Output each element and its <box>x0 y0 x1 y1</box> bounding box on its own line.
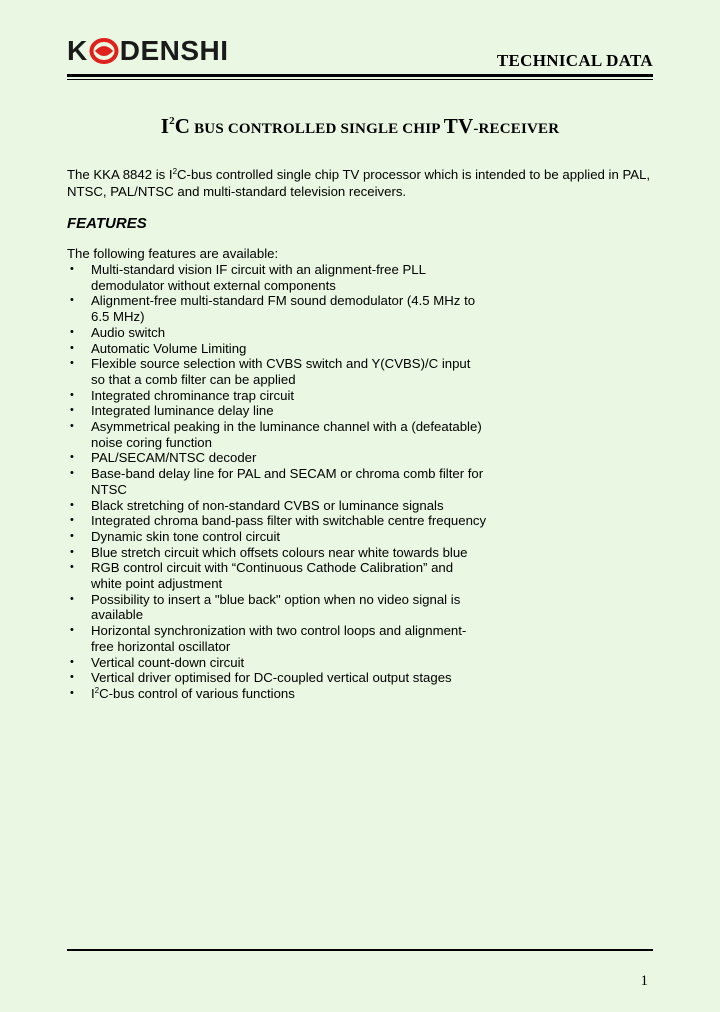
list-item: • Audio switch <box>67 325 487 341</box>
title-tv: TV <box>443 114 474 138</box>
footer-divider <box>67 949 653 951</box>
features-list <box>67 262 487 702</box>
features-lead: The following features are available: <box>67 246 279 261</box>
last-item-prefix: I <box>91 685 95 701</box>
title-part1: BUS CONTROLLED SINGLE CHIP <box>190 121 444 137</box>
logo-text-denshi: DENSHI <box>119 35 229 66</box>
logo-letter-k: K <box>67 35 88 66</box>
title-i: I <box>160 114 170 138</box>
list-item-last <box>67 686 487 702</box>
title-part2: -RECEIVER <box>473 121 560 137</box>
list-item: • Flexible source selection with CVBS switch and Y(CVBS)/C input so that a comb filter can be applied <box>67 356 487 387</box>
list-item: • Alignment-free multi-standard FM sound demodulator (4.5 MHz to 6.5 MHz) <box>67 293 487 324</box>
logo-mark-icon <box>89 38 119 64</box>
list-item: • Horizontal synchronization with two control loops and alignment-free horizontal oscillator <box>67 623 487 654</box>
last-item-sup: 2 <box>94 685 100 695</box>
list-item: • Integrated chrominance trap circuit <box>67 388 487 404</box>
list-item: • Automatic Volume Limiting <box>67 341 487 357</box>
intro-sup: 2 <box>172 167 178 176</box>
list-item: • Integrated chroma band-pass filter with switchable centre frequency <box>67 513 487 529</box>
document-type-label: TECHNICAL DATA <box>496 51 653 70</box>
page-number: 1 <box>640 973 648 989</box>
list-item: • RGB control circuit with “Continuous Cathode Calibration” and white point adjustment <box>67 560 487 591</box>
list-item: • Multi-standard vision IF circuit with an alignment-free PLL demodulator without external components <box>67 262 487 293</box>
list-item: • Asymmetrical peaking in the luminance channel with a (defeatable) noise coring function <box>67 419 487 450</box>
features-heading: FEATURES <box>67 215 147 232</box>
list-item: • Integrated luminance delay line <box>67 403 487 419</box>
document-title <box>0 114 720 139</box>
list-item: • Blue stretch circuit which offsets colours near white towards blue <box>67 545 487 561</box>
company-logo <box>67 37 229 65</box>
list-item: • Vertical driver optimised for DC-coupled vertical output stages <box>67 670 487 686</box>
intro-text-start: The KKA 8842 is I <box>67 167 173 182</box>
title-sup: 2 <box>169 115 175 127</box>
header-divider <box>67 74 653 77</box>
list-item: • Dynamic skin tone control circuit <box>67 529 487 545</box>
title-c: C <box>174 114 191 138</box>
list-item: • Vertical count-down circuit <box>67 655 487 671</box>
last-item-text: C-bus control of various functions <box>99 685 295 701</box>
intro-text-rest: C-bus controlled single chip TV processor which is intended to be applied in PAL, NTSC, PAL/NTSC and multi-standard television receivers. <box>67 167 651 199</box>
list-item: • Base-band delay line for PAL and SECAM or chroma comb filter for NTSC <box>67 466 487 497</box>
list-item: • Black stretching of non-standard CVBS or luminance signals <box>67 498 487 514</box>
list-item: • Possibility to insert a "blue back" option when no video signal is available <box>67 592 487 623</box>
list-item: • PAL/SECAM/NTSC decoder <box>67 450 487 466</box>
intro-paragraph <box>67 166 667 200</box>
